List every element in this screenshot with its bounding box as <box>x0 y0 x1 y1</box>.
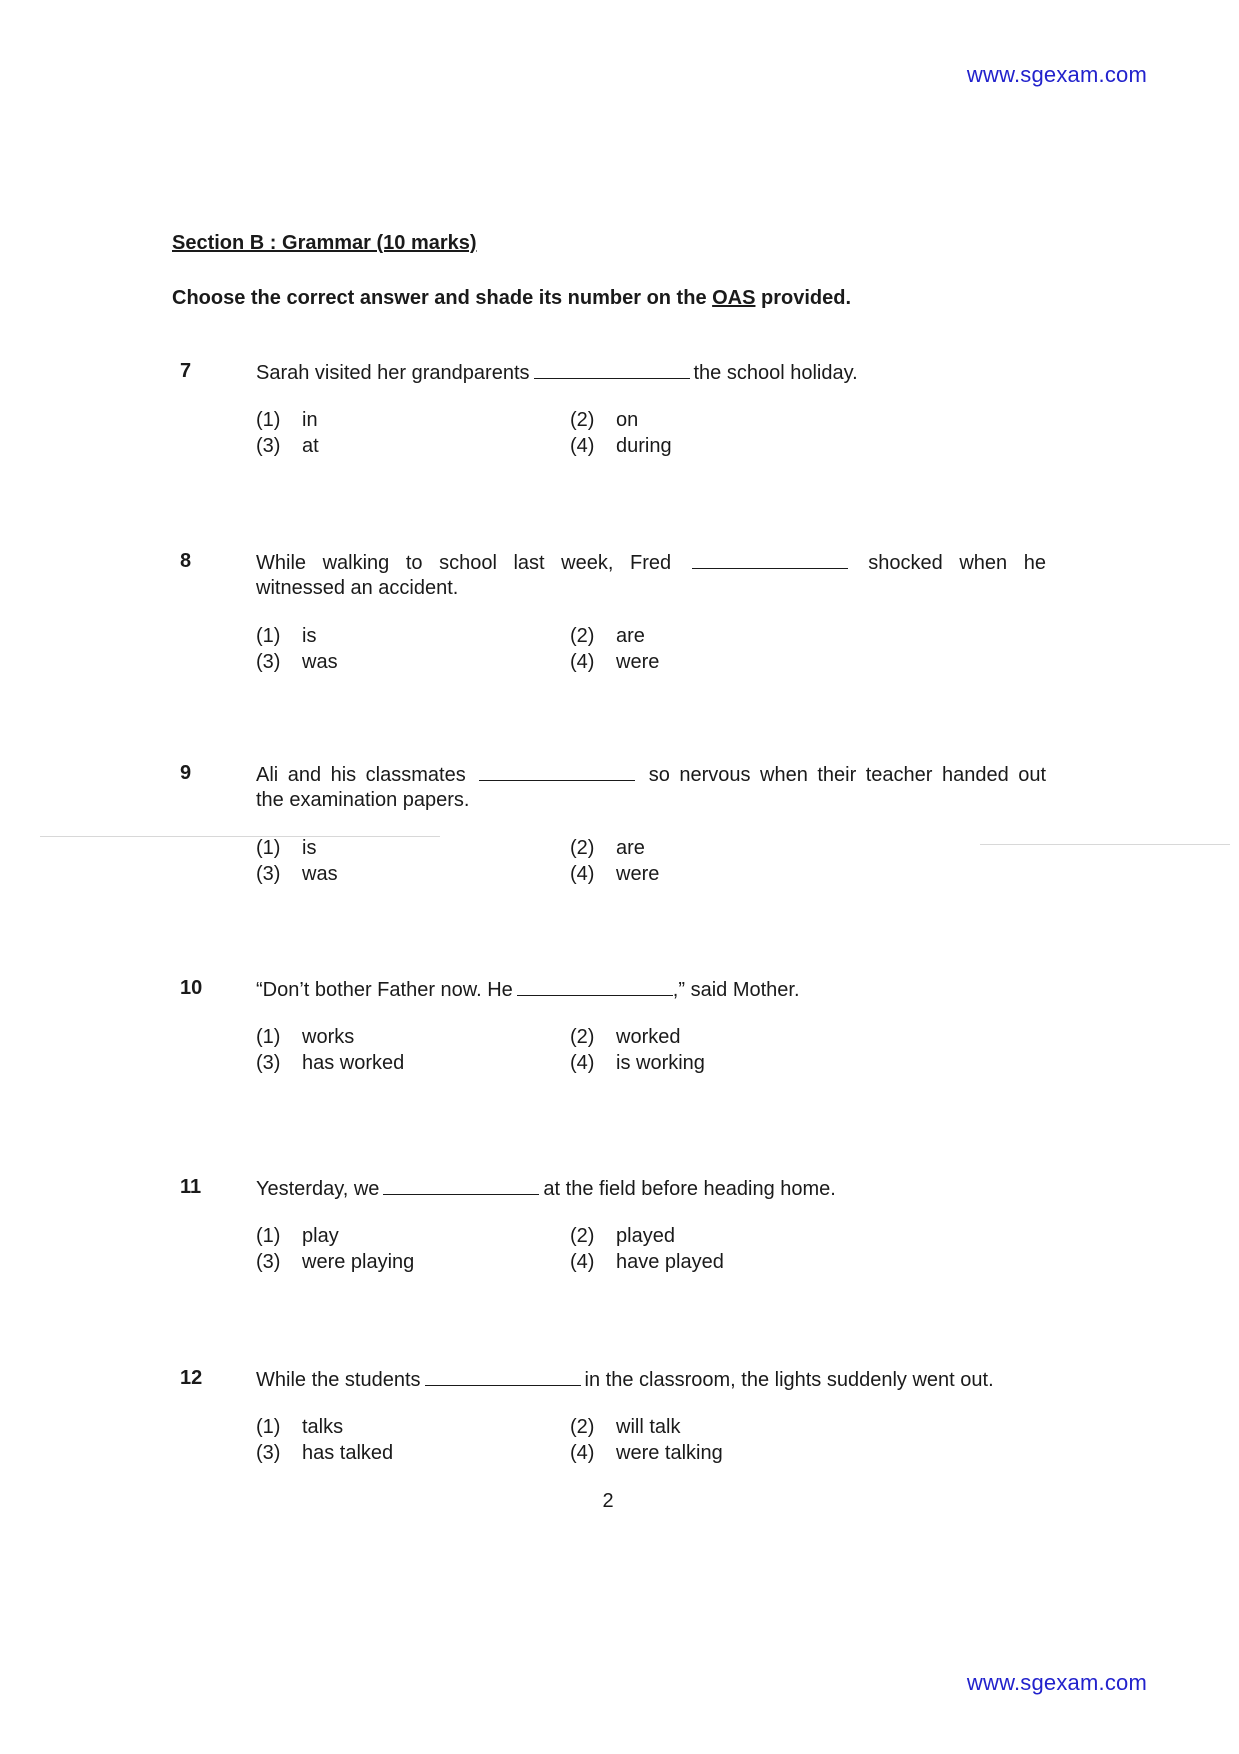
option-text: has worked <box>302 1052 405 1074</box>
option-text: on <box>616 409 639 431</box>
option-3 <box>256 862 570 886</box>
option-text: are <box>616 625 645 647</box>
option-number: (4) <box>570 863 595 885</box>
instructions-text-after: provided. <box>755 287 852 309</box>
option-number: (2) <box>570 1026 595 1048</box>
option-number: (4) <box>570 651 595 673</box>
stem-line-2: witnessed an accident. <box>256 577 459 599</box>
stem-before: Ali and his classmates <box>256 764 466 786</box>
option-number: (4) <box>570 1251 595 1273</box>
option-text: play <box>302 1225 339 1247</box>
stem-after: the school holiday. <box>693 362 858 384</box>
option-number: (1) <box>256 1026 281 1048</box>
watermark-top: www.sgexam.com <box>966 62 1147 87</box>
option-4 <box>570 1441 816 1465</box>
option-1 <box>256 408 570 432</box>
option-text: in <box>302 409 318 431</box>
option-4 <box>570 862 816 886</box>
answer-options <box>256 1415 816 1465</box>
question-stem <box>256 1176 1046 1202</box>
option-number: (1) <box>256 409 281 431</box>
option-text: were talking <box>616 1442 723 1464</box>
option-2 <box>570 624 816 648</box>
answer-options <box>256 1025 816 1075</box>
scan-artifact-line <box>40 836 440 837</box>
option-number: (1) <box>256 1225 281 1247</box>
option-number: (3) <box>256 1251 281 1273</box>
answer-blank <box>692 550 848 569</box>
option-text: worked <box>616 1026 681 1048</box>
option-3 <box>256 650 570 674</box>
stem-after: in the classroom, the lights suddenly went out. <box>584 1369 994 1391</box>
option-text: at <box>302 435 319 457</box>
option-3 <box>256 434 570 458</box>
page-number: 2 <box>602 1490 614 1512</box>
option-text: was <box>302 863 338 885</box>
answer-options <box>256 1224 816 1274</box>
option-text: is <box>302 837 317 859</box>
option-number: (2) <box>570 1416 595 1438</box>
stem-before: Sarah visited her grandparents <box>256 362 530 384</box>
option-number: (2) <box>570 409 595 431</box>
option-number: (3) <box>256 1052 281 1074</box>
option-1 <box>256 836 570 860</box>
question-number: 10 <box>180 977 203 999</box>
question-number: 8 <box>180 550 192 572</box>
stem-after: shocked when he <box>868 552 1046 574</box>
option-2 <box>570 1224 816 1248</box>
answer-options <box>256 624 816 674</box>
scan-artifact-line <box>980 844 1230 845</box>
option-text: talks <box>302 1416 344 1438</box>
option-text: are <box>616 837 645 859</box>
option-4 <box>570 434 816 458</box>
option-4 <box>570 1250 816 1274</box>
question-stem <box>256 550 1046 601</box>
stem-before: Yesterday, we <box>256 1178 380 1200</box>
option-2 <box>570 408 816 432</box>
question-stem <box>256 977 1046 1003</box>
option-number: (1) <box>256 1416 281 1438</box>
instructions <box>172 287 851 310</box>
stem-after: at the field before heading home. <box>543 1178 836 1200</box>
option-1 <box>256 624 570 648</box>
question-stem <box>256 1367 1046 1393</box>
instructions-oas: OAS <box>712 287 756 309</box>
option-number: (3) <box>256 651 281 673</box>
option-number: (1) <box>256 837 281 859</box>
option-3 <box>256 1441 570 1465</box>
watermark-bottom: www.sgexam.com <box>966 1670 1147 1695</box>
option-text: was <box>302 651 338 673</box>
option-text: played <box>616 1225 675 1247</box>
section-title: Section B : Grammar (10 marks) <box>172 232 477 254</box>
answer-blank <box>517 977 673 996</box>
question-number: 12 <box>180 1367 203 1389</box>
option-3 <box>256 1051 570 1075</box>
option-number: (2) <box>570 1225 595 1247</box>
option-4 <box>570 650 816 674</box>
option-text: were playing <box>302 1251 415 1273</box>
option-4 <box>570 1051 816 1075</box>
option-1 <box>256 1224 570 1248</box>
option-number: (2) <box>570 837 595 859</box>
option-number: (3) <box>256 863 281 885</box>
stem-line-1 <box>256 550 1046 576</box>
option-text: have played <box>616 1251 724 1273</box>
option-2 <box>570 1415 816 1439</box>
stem-before: While walking to school last week, Fred <box>256 552 672 574</box>
question-stem <box>256 360 1046 386</box>
option-number: (4) <box>570 1442 595 1464</box>
stem-line-1 <box>256 762 1046 788</box>
option-number: (1) <box>256 625 281 647</box>
answer-blank <box>383 1176 539 1195</box>
option-text: during <box>616 435 672 457</box>
stem-after: so nervous when their teacher handed out <box>648 764 1046 786</box>
stem-before: “Don’t bother Father now. He <box>256 979 513 1001</box>
answer-blank <box>534 360 690 379</box>
option-text: works <box>302 1026 355 1048</box>
option-number: (4) <box>570 435 595 457</box>
option-text: will talk <box>616 1416 681 1438</box>
option-3 <box>256 1250 570 1274</box>
stem-after: ,” said Mother. <box>672 979 800 1001</box>
option-2 <box>570 836 816 860</box>
question-number: 11 <box>180 1176 202 1198</box>
option-number: (4) <box>570 1052 595 1074</box>
question-number: 9 <box>180 762 192 784</box>
option-1 <box>256 1025 570 1049</box>
option-number: (2) <box>570 625 595 647</box>
option-1 <box>256 1415 570 1439</box>
stem-line-2: the examination papers. <box>256 789 470 811</box>
answer-blank <box>479 762 635 781</box>
answer-blank <box>425 1367 581 1386</box>
instructions-text-before: Choose the correct answer and shade its number on the <box>172 287 713 309</box>
option-text: has talked <box>302 1442 394 1464</box>
option-2 <box>570 1025 816 1049</box>
option-number: (3) <box>256 435 281 457</box>
option-text: were <box>616 863 660 885</box>
question-number: 7 <box>180 360 192 382</box>
option-text: is working <box>616 1052 705 1074</box>
option-number: (3) <box>256 1442 281 1464</box>
question-stem <box>256 762 1046 813</box>
stem-before: While the students <box>256 1369 421 1391</box>
answer-options <box>256 836 816 886</box>
option-text: is <box>302 625 317 647</box>
option-text: were <box>616 651 660 673</box>
answer-options <box>256 408 816 458</box>
